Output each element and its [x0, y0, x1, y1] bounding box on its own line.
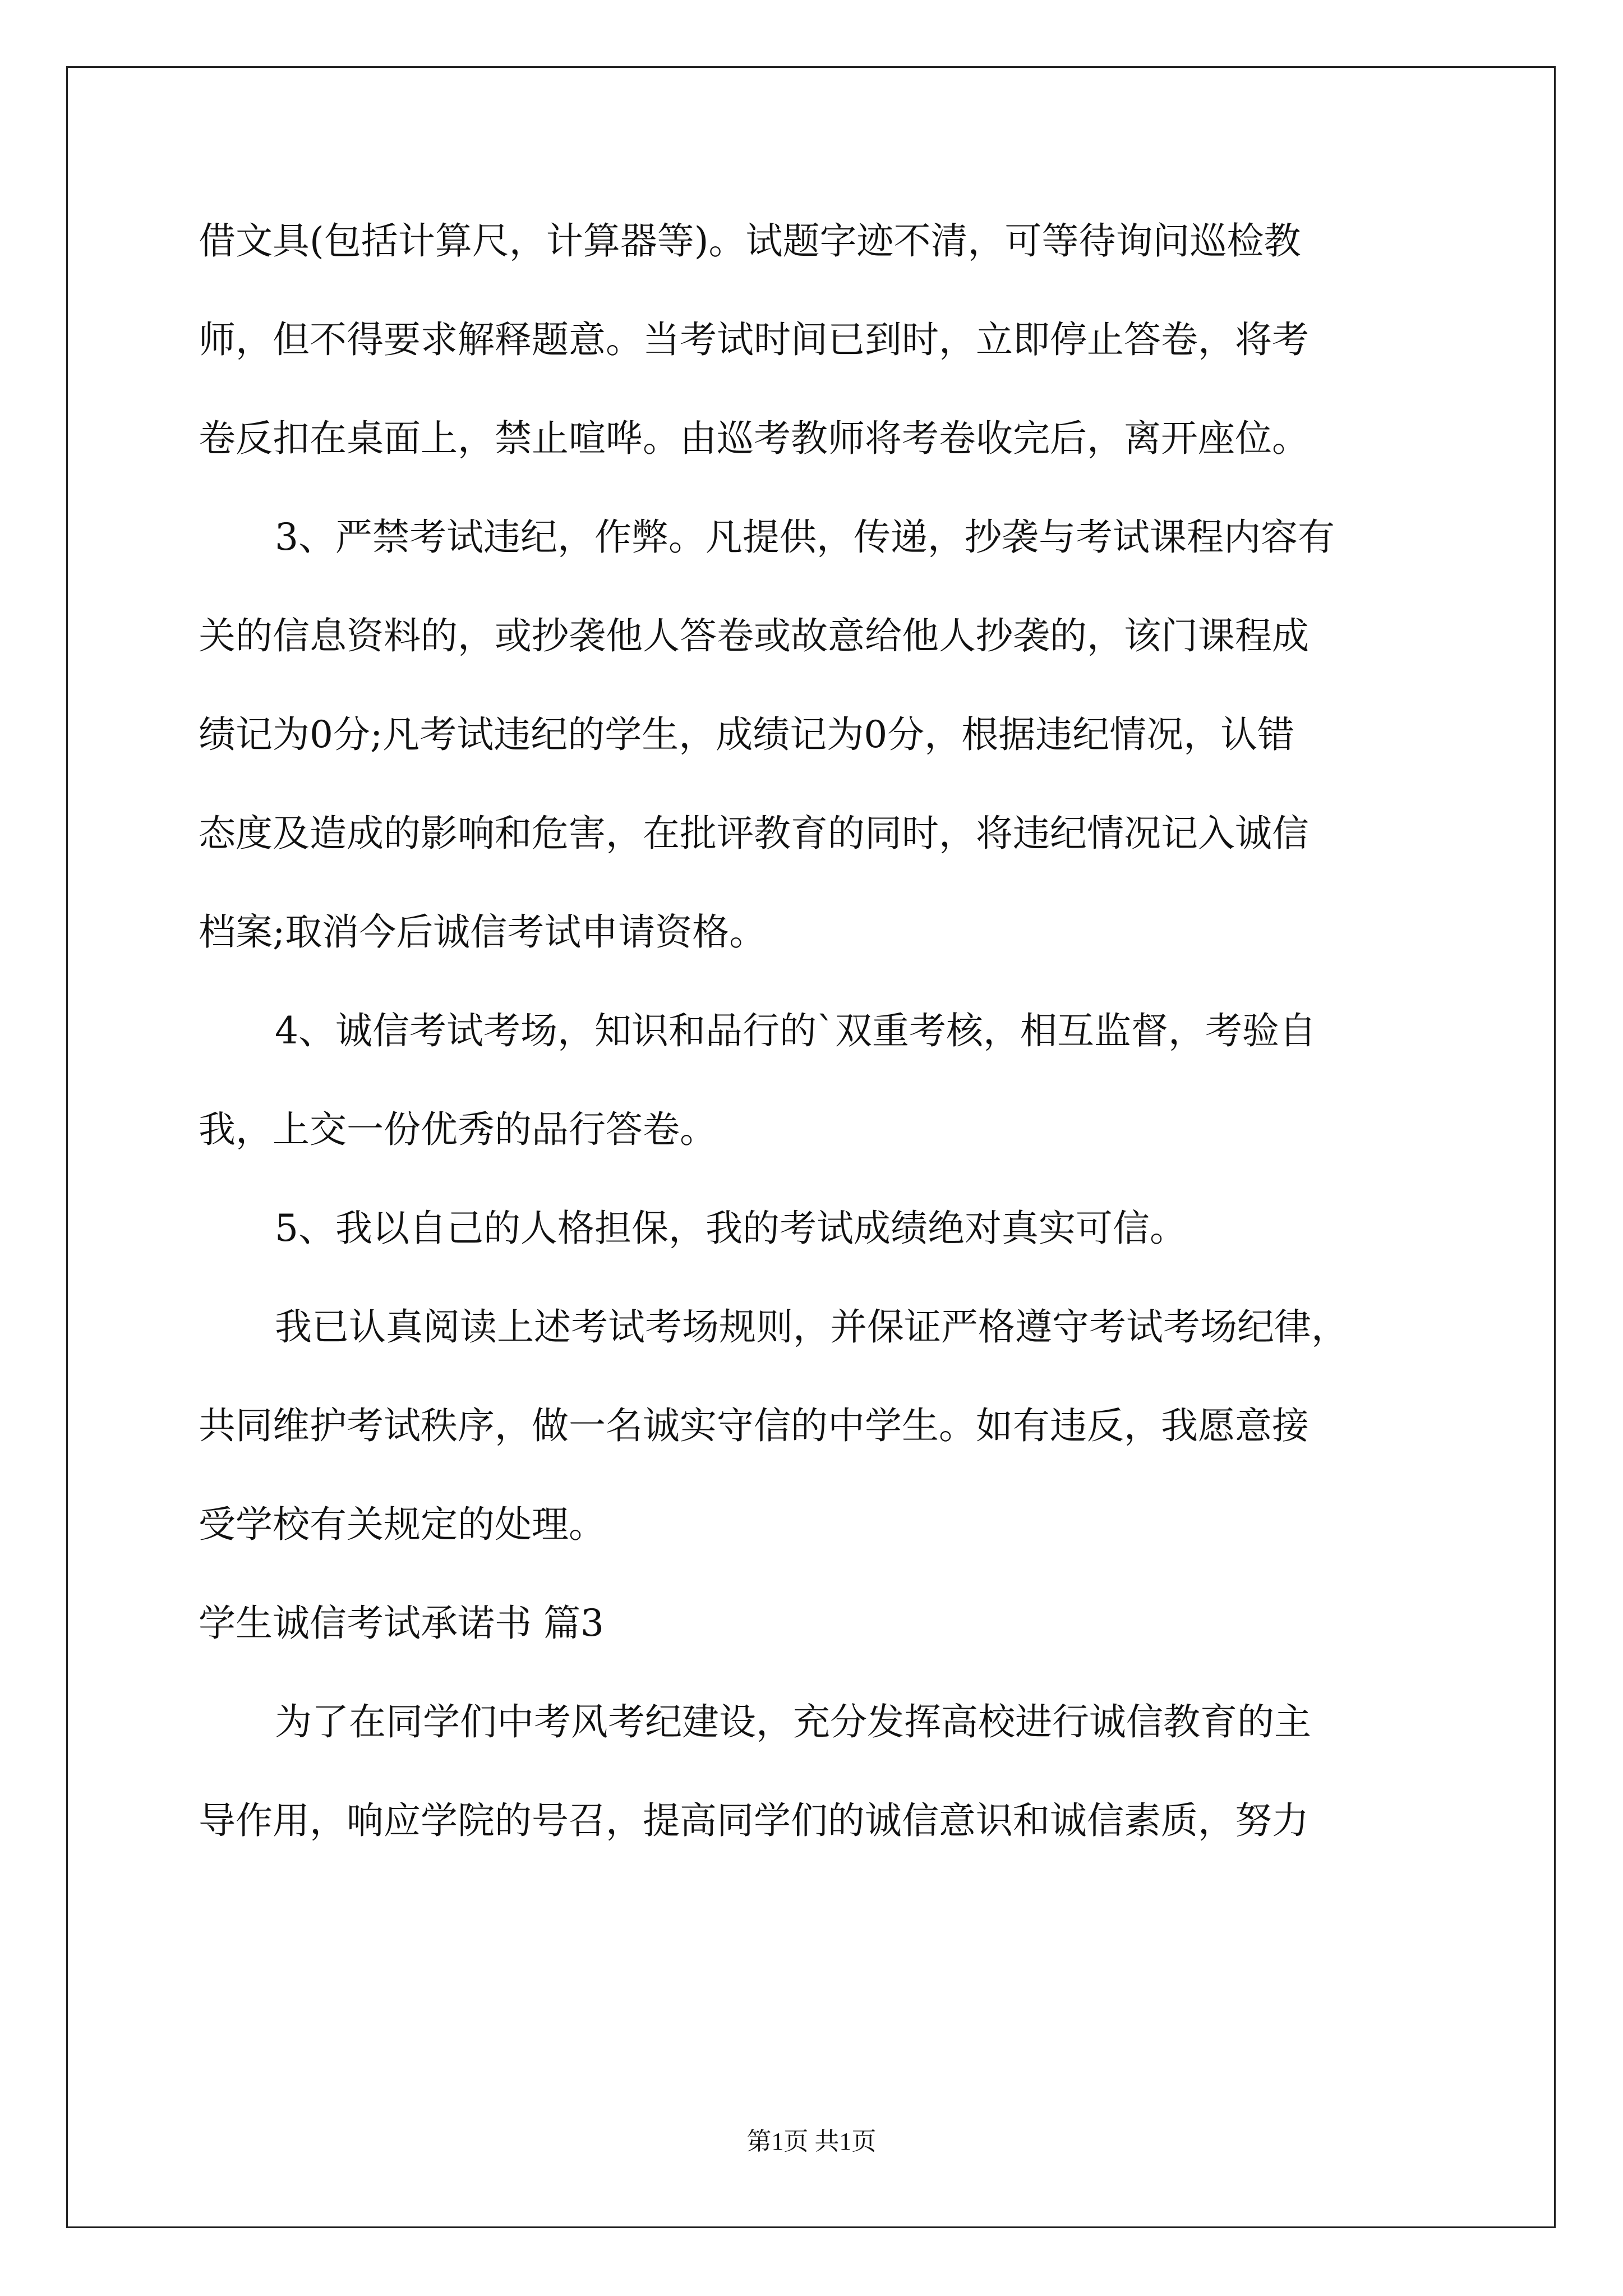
section-heading: 学生诚信考试承诺书 篇3 [199, 1602, 604, 1645]
paragraph-line: 师，但不得要求解释题意。当考试时间已到时，立即停止答卷，将考 [199, 318, 1309, 361]
paragraph-line: 绩记为0分;凡考试违纪的学生，成绩记为0分，根据违纪情况，认错 [199, 713, 1295, 756]
page-footer: 第1页 共1页 [746, 2128, 877, 2155]
paragraph-line: 卷反扣在桌面上，禁止喧哗。由巡考教师将考卷收完后，离开座位。 [199, 417, 1309, 460]
paragraph-line: 3、严禁考试违纪，作弊。凡提供，传递，抄袭与考试课程内容有 [275, 516, 1335, 559]
paragraph-line: 我，上交一份优秀的品行答卷。 [199, 1108, 717, 1151]
paragraph-line: 5、我以自己的人格担保，我的考试成绩绝对真实可信。 [275, 1207, 1187, 1250]
paragraph-line: 态度及造成的影响和危害，在批评教育的同时，将违纪情况记入诚信 [199, 812, 1309, 855]
paragraph-line: 共同维护考试秩序，做一名诚实守信的中学生。如有违反，我愿意接 [199, 1404, 1309, 1447]
paragraph-line: 4、诚信考试考场，知识和品行的`双重考核，相互监督，考验自 [275, 1009, 1316, 1052]
paragraph-line: 受学校有关规定的处理。 [199, 1503, 606, 1546]
paragraph-line: 为了在同学们中考风考纪建设，充分发挥高校进行诚信教育的主 [275, 1700, 1311, 1743]
paragraph-line: 借文具(包括计算尺，计算器等)。试题字迹不清，可等待询问巡检教 [199, 219, 1301, 263]
paragraph-line: 我已认真阅读上述考试考场规则，并保证严格遵守考试考场纪律， [275, 1305, 1348, 1349]
paragraph-line: 关的信息资料的，或抄袭他人答卷或故意给他人抄袭的，该门课程成 [199, 614, 1309, 657]
paragraph-line: 导作用，响应学院的号召，提高同学们的诚信意识和诚信素质，努力 [199, 1799, 1309, 1842]
paragraph-line: 档案;取消今后诚信考试申请资格。 [199, 910, 767, 954]
